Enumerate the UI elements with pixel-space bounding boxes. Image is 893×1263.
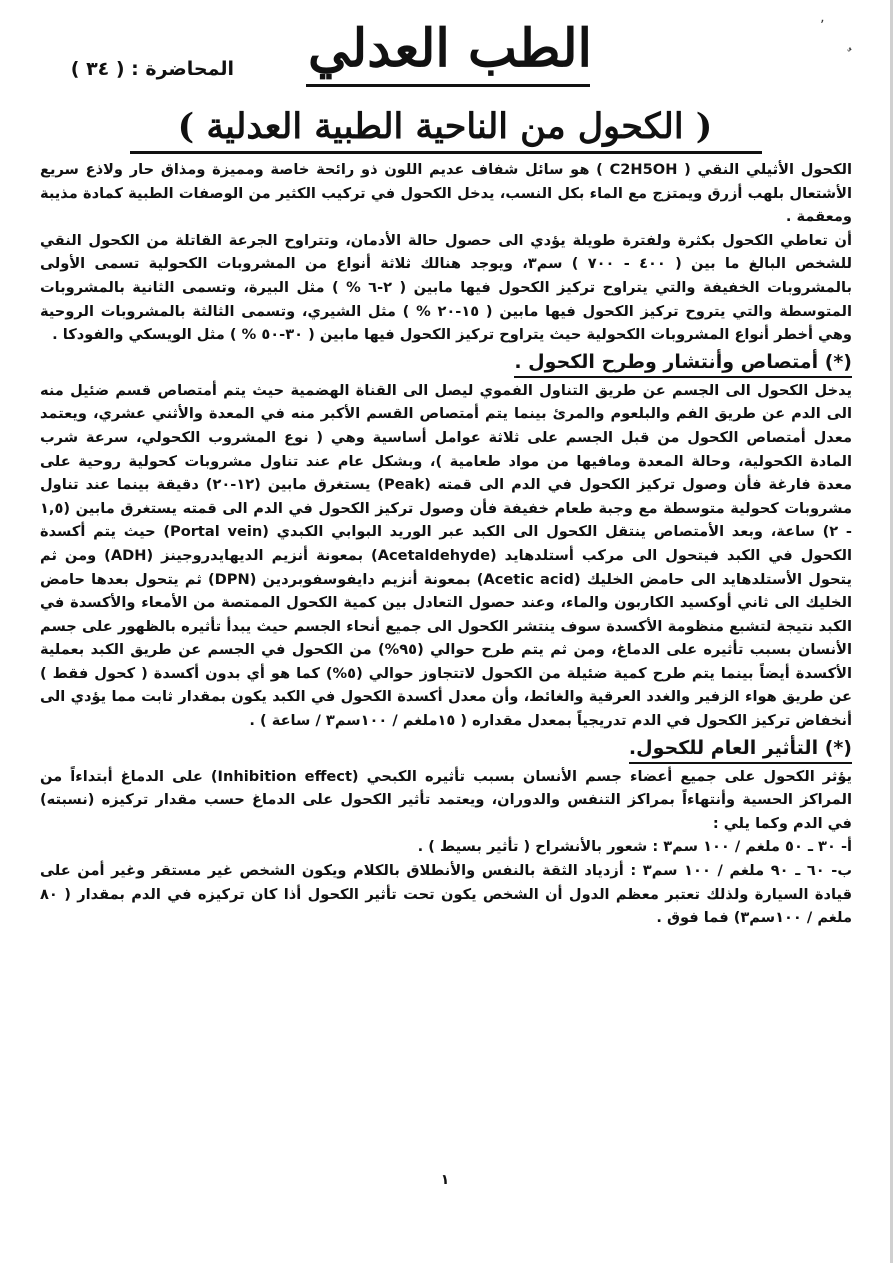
section-heading-general-effect: (*) التأثير العام للكحول. (629, 735, 852, 764)
page-title: الطب العدلي (308, 18, 592, 79)
intro-paragraph-2: أن تعاطي الكحول بكثرة ولفترة طويلة يؤدي الى حصول حالة الأدمان، وتتراوح الجرعة القاتلة من الكحول النقي للشخص البالغ ما بين ( ٤٠٠ - ٧٠٠ ) سم٣، ويوجد هنالك ثلاثة أنواع من المشروبات الكحولية تسمى الأولى بالمشروبات الخفيفة والتي يتراوح تركيز الكحول فيها مابين ( ٢-٦ % ) مثل البيرة، وتسمى الثانية بالمشروبات المتوسطة والتي يتروح تركيز الكحول فيها مابين ( ١٥-٢٠ % ) مثل الشيري، وتسمى الثالثة بالمشروبات الروحية وهي أخطر أنواع المشروبات الكحولية حيث يتراوح تركيز الكحول فيها مابين ( ٣٠-٥٠ % ) مثل الويسكي والفودكا . (40, 231, 853, 344)
page-subtitle: ( الكحول من الناحية الطبية العدلية ) (177, 106, 713, 147)
title-underline (306, 84, 590, 87)
effect-item-a: أ- ٣٠ ـ ٥٠ ملغم / ١٠٠ سم٣ : شعور بالأنشراح ( تأثير بسيط ) . (417, 838, 852, 856)
scan-speck: ٬ (820, 18, 825, 34)
subtitle-underline (130, 151, 762, 154)
document-body (40, 158, 852, 930)
general-effect-paragraph: يؤثر الكحول على جميع أعضاء جسم الأنسان بسبب تأثيره الكبحي (Inhibition effect) على الدماغ أبتداءاً من المراكز الحسية وأنتهاءاً بمراكز التنفس والدوران، ويعتمد تأثير الكحول على الدماغ حسب مقدار تركيزه (نسبته) في الدم وكما يلي : (40, 767, 852, 832)
absorption-paragraph: يدخل الكحول الى الجسم عن طريق التناول الفموي ليصل الى القناة الهضمية حيث يتم أمتصاص قسم ضئيل منه الى الدم عن طريق الفم والبلعوم والمرئ بينما يتم أمتصاص القسم الأكبر منه في المعدة والأثني عشري، ويعتمد معدل أمتصاص الكحول من قبل الجسم على ثلاثة عوامل أساسية وهي ( نوع المشروب الكحولي، سرعة شرب المادة الكحولية، وحالة المعدة ومافيها من مواد طعامية )، وبشكل عام عند تناول مشروبات كحولية روحية على معدة فارغة فأن وصول تركيز الكحول في الدم الى قمته (Peak) يستغرق مابين (١٢-٢٠) دقيقة بينما عند تناول مشروبات كحولية متوسطة مع وجبة طعام خفيفة فأن وصول تركيز الكحول في الدم الى قمته يستغرق مابين (١,٥ - ٢) ساعة، وبعد الأمتصاص ينتقل الكحول الى الكبد عبر الوريد البوابي الكبدي (Portal vein) حيث يتم أكسدة الكحول في الكبد فيتحول الى مركب أستلدهايد (Acetaldehyde) بمعونة أنزيم الديهايدروجينز (ADH) ومن ثم يتحول الأستلدهايد الى حامض الخليك (Acetic acid) بمعونة أنزيم دايفوسفوبردين (DPN) ثم يتحول بعدها حامض الخليك الى ثاني أوكسيد الكاربون والماء، وعند حصول التعادل بين كمية الكحول الممتصة من الأمعاء والأكسدة في الكبد نتيجة لتشبع منظومة الأكسدة سوف ينتشر الكحول الى جميع أنحاء الجسم حيث يبدأ تأثيره بالظهور على جسم الأنسان بسبب تأثيره على الدماغ، ومن ثم يتم طرح حوالي (٩٥%) من الكحول في الجسم عن طريق الكبد بعملية الأكسدة أيضاً بينما يتم طرح كمية ضئيلة من الكحول لاتتجاوز حوالي (٥%) كما هو أي بدون أكسدة ( كحول فقط ) عن طريق هواء الزفير والغدد العرقية والغائط، وأن معدل أكسدة الكحول في الكبد يكون بمقدار ثابت مما يؤدي الى أنخفاض تركيز الكحول في الدم تدريجياً بمعدل مقداره ( ١٥ملغم / ١٠٠سم٣ / ساعة ) . (40, 381, 853, 730)
page-number: ١ (440, 1172, 450, 1188)
section-heading-absorption: (*) أمتصاص وأنتشار وطرح الكحول . (514, 349, 852, 378)
lecture-number: المحاضرة : ( ٣٤ ) (70, 58, 234, 80)
effect-item-b: ب- ٦٠ ـ ٩٠ ملغم / ١٠٠ سم٣ : أزدياد الثقة بالنفس والأنطلاق بالكلام ويكون الشخص غير مستقر وغير أمن على قيادة السيارة ولذلك تعتبر معظم الدول أن الشخص يكون تحت تأثير الكحول أذا كان تركيزه في الدم بمقدار ( ٨٠ ملغم / ١٠٠سم٣) فما فوق . (40, 862, 852, 927)
intro-paragraph-1: الكحول الأثيلي النقي ( C2H5OH ) هو سائل شفاف عديم اللون ذو رائحة خاصة ومميزة ومذاق حار ولاذع سريع الأشتعال بلهب أزرق ويمتزج مع الماء بكل النسب، يدخل الكحول في تركيب الكثير من الوصفات الطبية كمادة مذيبة ومعقمة . (40, 161, 853, 226)
